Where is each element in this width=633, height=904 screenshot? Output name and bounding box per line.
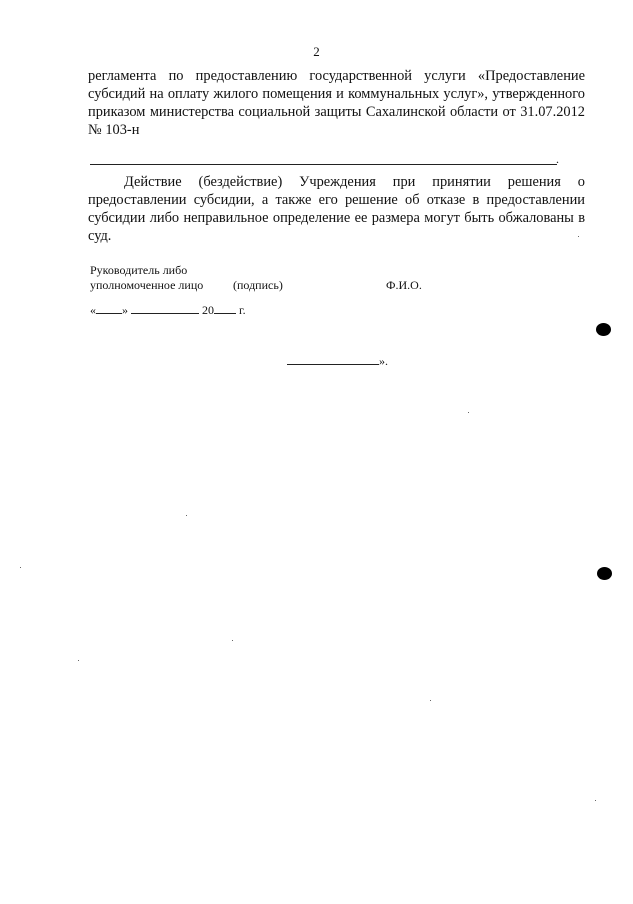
scan-speck: [468, 412, 469, 413]
scan-speck: [595, 800, 596, 801]
closing-quote-mark: ».: [379, 354, 388, 368]
year-suffix: г.: [239, 303, 246, 317]
scan-speck: [78, 660, 79, 661]
signature-role-line1: Руководитель либо: [90, 263, 188, 277]
scan-speck: [232, 640, 233, 641]
closing-blank: [287, 353, 379, 365]
scan-speck: [430, 700, 431, 701]
date-open-quote: «: [90, 303, 96, 317]
date-close-quote: »: [122, 303, 128, 317]
blank-fill-line: [90, 164, 557, 165]
appeal-rights-paragraph: Действие (бездействие) Учреждения при принятии решения о предоставлении субсидии, а также его решение об отказе в предоставлении субсидии либо неправильное определение ее размера могут быть обжалованы в суд.: [88, 174, 585, 244]
page-number: 2: [313, 44, 320, 59]
signature-role-line2: уполномоченное лицо: [90, 278, 204, 292]
day-blank: [96, 302, 122, 314]
signature-caption: (подпись): [233, 278, 283, 292]
signature-block: [90, 263, 490, 293]
scan-speck: [186, 515, 187, 516]
scan-speck: [578, 236, 579, 237]
year-prefix: 20: [202, 303, 214, 317]
date-fill-line: [90, 302, 246, 318]
blank-line-period: .: [556, 152, 559, 166]
fullname-caption: Ф.И.О.: [386, 278, 422, 292]
month-blank: [131, 302, 199, 314]
regulation-reference-paragraph: регламента по предоставлению государственной услуги «Предоставление субсидий на оплату жилого помещения и коммунальных услуг», утвержденного приказом министерства социальной защиты Сахалинской области от 31.07.2012 № 103-н: [88, 68, 585, 138]
punch-hole-mark: [597, 567, 612, 580]
scan-speck: [20, 567, 21, 568]
closing-line: [287, 353, 388, 369]
punch-hole-mark: [596, 323, 611, 336]
year-blank: [214, 302, 236, 314]
